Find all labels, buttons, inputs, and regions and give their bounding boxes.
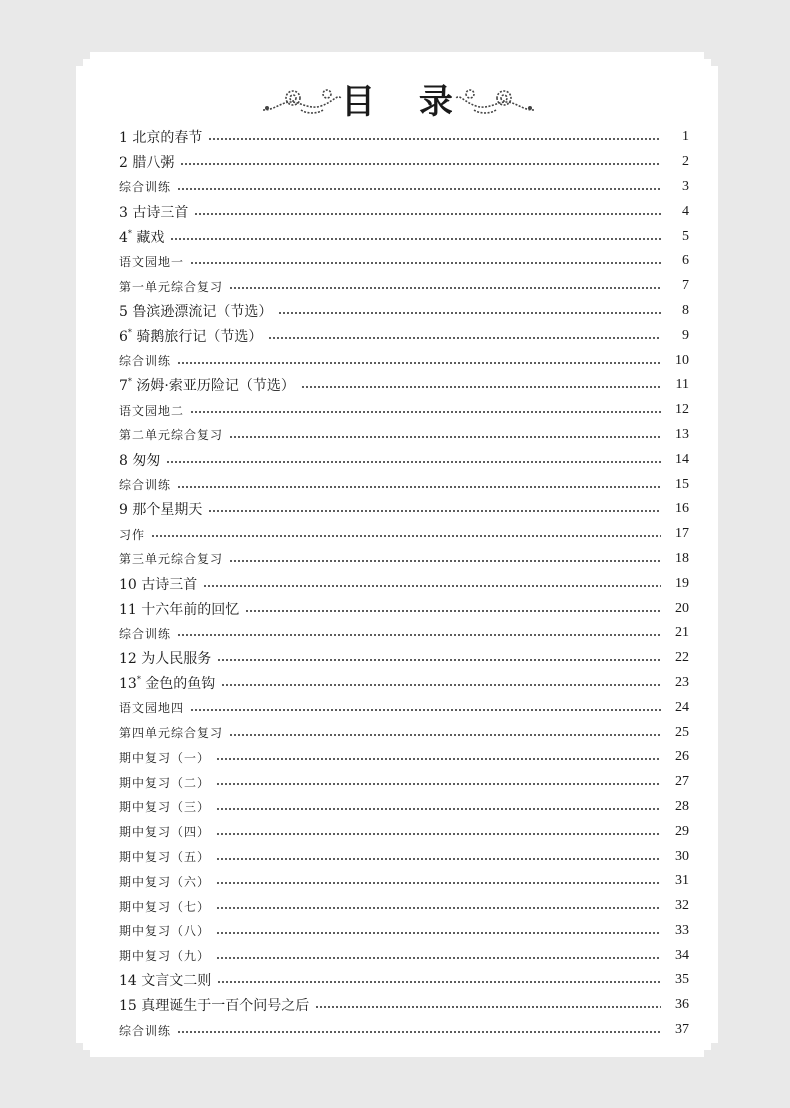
lesson-title: 第一单元综合复习 [119, 279, 224, 294]
lesson-number: 11 [119, 601, 137, 618]
toc-entry[interactable] [119, 795, 689, 820]
optional-star-icon: * [136, 674, 141, 684]
page-number: 12 [675, 402, 689, 418]
lesson-title: 综合训练 [119, 1023, 172, 1038]
page-number: 6 [682, 253, 689, 269]
lesson-title: 腊八粥 [132, 155, 175, 172]
lesson-title: 第二单元综合复习 [119, 428, 224, 443]
toc-entry[interactable] [119, 968, 689, 993]
dot-leader [216, 858, 661, 860]
toc-entry-label [119, 127, 202, 147]
toc-entry-label [119, 402, 184, 419]
dot-leader [177, 1031, 661, 1033]
dot-leader [166, 461, 661, 463]
toc-entry-label [119, 450, 160, 470]
dot-leader [170, 238, 661, 240]
toc-entry[interactable] [119, 373, 689, 398]
lesson-title: 期中复习（九） [119, 949, 211, 964]
toc-entry[interactable] [119, 720, 689, 745]
dot-leader [203, 585, 661, 587]
frame-corner [704, 1043, 718, 1057]
toc-entry[interactable] [119, 571, 689, 596]
toc-entry-label [119, 898, 210, 915]
toc-entry-label [119, 848, 210, 865]
toc-entry-label [119, 202, 188, 222]
toc-entry[interactable] [119, 274, 689, 299]
toc-entry[interactable] [119, 869, 689, 894]
dot-leader [190, 709, 661, 711]
page-number: 29 [675, 823, 689, 839]
toc-header [76, 74, 718, 130]
toc-entry[interactable] [119, 472, 689, 497]
toc-entry-label [119, 152, 174, 172]
frame-corner [76, 1043, 90, 1057]
toc-entry-label [119, 724, 223, 741]
dot-leader [151, 535, 661, 537]
lesson-title: 期中复习（三） [119, 800, 211, 815]
toc-entry[interactable] [119, 621, 689, 646]
toc-entry-label [119, 426, 223, 443]
page-number: 8 [682, 302, 689, 318]
lesson-number: 14 [119, 973, 137, 990]
page-number: 37 [675, 1022, 689, 1038]
toc-entry[interactable] [119, 1018, 689, 1043]
lesson-title: 期中复习（七） [119, 899, 211, 914]
dot-leader [229, 734, 661, 736]
page-sheet [76, 52, 718, 1057]
lesson-title: 习作 [119, 527, 146, 542]
page-number: 17 [675, 526, 689, 542]
toc-entry-label [119, 599, 239, 619]
toc-entry-label [119, 699, 184, 716]
page-number: 4 [682, 203, 689, 219]
lesson-title: 期中复习（二） [119, 775, 211, 790]
toc-entry[interactable] [119, 596, 689, 621]
page-number: 34 [675, 947, 689, 963]
dot-leader [301, 386, 661, 388]
lesson-number: 7 [119, 378, 128, 395]
lesson-title: 语文园地二 [119, 403, 185, 418]
toc-entry-label [119, 648, 211, 668]
toc-entry[interactable] [119, 646, 689, 671]
lesson-title: 语文园地四 [119, 701, 185, 716]
toc-entry-label [119, 823, 210, 840]
lesson-title: 为人民服务 [141, 651, 212, 668]
toc-entry-label [119, 253, 184, 270]
toc-entry[interactable] [119, 150, 689, 175]
toc-entry[interactable] [119, 745, 689, 770]
page-number: 11 [675, 377, 689, 393]
toc-entry-label [119, 922, 210, 939]
lesson-number: 12 [119, 651, 137, 668]
dot-leader [245, 610, 661, 612]
dot-leader [190, 262, 661, 264]
toc-entry[interactable] [119, 695, 689, 720]
dot-leader [216, 957, 661, 959]
dot-leader [216, 808, 661, 810]
lesson-title: 古诗三首 [141, 576, 198, 593]
toc-entry-label [119, 178, 171, 195]
lesson-number: 3 [119, 204, 128, 221]
dot-leader [216, 932, 661, 934]
page-number: 18 [675, 550, 689, 566]
toc-entry-label [119, 749, 210, 766]
toc-entry-label [119, 352, 171, 369]
toc-entry-label [119, 873, 210, 890]
dot-leader [177, 634, 661, 636]
lesson-title: 语文园地一 [119, 254, 185, 269]
lesson-title: 文言文二则 [141, 973, 212, 990]
lesson-title: 期中复习（五） [119, 850, 211, 864]
page-title: 目 录 [341, 82, 469, 122]
page-number: 15 [675, 476, 689, 492]
page-number: 32 [675, 898, 689, 914]
table-of-contents [119, 125, 689, 1042]
dot-leader [208, 138, 661, 140]
page-number: 36 [675, 997, 689, 1013]
lesson-number: 8 [119, 452, 128, 469]
dot-leader [229, 436, 661, 438]
toc-entry-label [119, 1022, 171, 1039]
dot-leader [216, 758, 661, 760]
page-number: 31 [675, 873, 689, 889]
toc-entry[interactable] [119, 175, 689, 200]
dot-leader [217, 981, 661, 983]
page-number: 25 [675, 724, 689, 740]
lesson-title: 骑鹅旅行记（节选） [136, 328, 263, 345]
toc-entry-label [119, 499, 202, 519]
lesson-title: 期中复习（四） [119, 825, 211, 840]
page-number: 14 [675, 451, 689, 467]
lesson-title: 第三单元综合复习 [119, 552, 224, 567]
toc-entry[interactable] [119, 299, 689, 324]
toc-entry[interactable] [119, 547, 689, 572]
page-number: 23 [675, 674, 689, 690]
page-number: 33 [675, 922, 689, 938]
page-number: 13 [675, 426, 689, 442]
lesson-title: 金色的鱼钩 [145, 675, 216, 692]
lesson-title: 综合训练 [119, 180, 172, 195]
lesson-title: 十六年前的回忆 [141, 601, 240, 618]
toc-entry-label [119, 970, 211, 990]
page-number: 28 [675, 798, 689, 814]
lesson-title: 综合训练 [119, 478, 172, 493]
page-number: 35 [675, 972, 689, 988]
lesson-title: 综合训练 [119, 626, 172, 641]
dot-leader [315, 1006, 661, 1008]
page-number: 20 [675, 600, 689, 616]
page-number: 10 [675, 352, 689, 368]
lesson-title: 古诗三首 [132, 204, 189, 221]
dot-leader [221, 684, 661, 686]
lesson-title: 北京的春节 [132, 130, 203, 147]
page-number: 26 [675, 749, 689, 765]
lesson-number: 4 [119, 229, 128, 246]
toc-entry-label [119, 774, 210, 791]
dot-leader [278, 312, 661, 314]
lesson-number: 6 [119, 328, 128, 345]
page-number: 30 [675, 848, 689, 864]
toc-entry[interactable] [119, 348, 689, 373]
toc-entry[interactable] [119, 770, 689, 795]
lesson-title: 藏戏 [136, 229, 165, 246]
page-number: 24 [675, 699, 689, 715]
dot-leader [180, 163, 661, 165]
lesson-title: 汤姆·索亚历险记（节选） [136, 378, 295, 395]
dot-leader [216, 882, 661, 884]
toc-entry-label [119, 798, 210, 815]
lesson-number: 13 [119, 675, 137, 692]
dot-leader [268, 337, 661, 339]
toc-entry-label [119, 550, 223, 567]
lesson-title: 那个星期天 [132, 502, 203, 519]
page-number: 16 [675, 501, 689, 517]
dot-leader [177, 486, 661, 488]
toc-entry[interactable] [119, 894, 689, 919]
toc-entry[interactable] [119, 943, 689, 968]
lesson-title: 鲁滨逊漂流记（节选） [132, 303, 273, 320]
dot-leader [208, 510, 661, 512]
toc-entry-label [119, 301, 272, 321]
dot-leader [216, 907, 661, 909]
dot-leader [229, 560, 661, 562]
toc-entry-label [119, 995, 309, 1015]
dot-leader [229, 287, 661, 289]
toc-entry-label [119, 278, 223, 295]
page-number: 2 [682, 154, 689, 170]
page-number: 22 [675, 650, 689, 666]
page-number: 19 [675, 575, 689, 591]
toc-entry[interactable] [119, 125, 689, 150]
toc-entry[interactable] [119, 993, 689, 1018]
lesson-number: 10 [119, 576, 137, 593]
lesson-title: 期中复习（一） [119, 750, 211, 765]
dot-leader [190, 411, 661, 413]
page-number: 9 [682, 327, 689, 343]
lesson-number: 1 [119, 130, 128, 147]
lesson-title: 第四单元综合复习 [119, 726, 224, 741]
lesson-number: 15 [119, 998, 137, 1015]
page-number: 1 [682, 129, 689, 145]
dot-leader [177, 362, 661, 364]
lesson-title: 综合训练 [119, 354, 172, 369]
lesson-title: 期中复习（六） [119, 874, 211, 889]
toc-entry[interactable] [119, 447, 689, 472]
lesson-title: 期中复习（八） [119, 924, 211, 939]
lesson-title: 真理诞生于一百个问号之后 [141, 998, 310, 1015]
toc-entry[interactable] [119, 671, 689, 696]
lesson-number: 2 [119, 155, 128, 172]
page-number: 5 [682, 228, 689, 244]
dot-leader [216, 783, 661, 785]
page-number: 7 [682, 278, 689, 294]
optional-star-icon: * [127, 327, 132, 337]
frame-corner [704, 52, 718, 66]
lesson-title: 匆匆 [132, 452, 161, 469]
toc-entry-label [119, 625, 171, 642]
page-number: 27 [675, 774, 689, 790]
toc-entry[interactable] [119, 398, 689, 423]
toc-entry-label [119, 326, 262, 346]
toc-entry-label [119, 476, 171, 493]
frame-corner [76, 52, 90, 66]
toc-entry-label [119, 375, 295, 395]
toc-entry[interactable] [119, 224, 689, 249]
toc-entry[interactable] [119, 919, 689, 944]
toc-entry[interactable] [119, 249, 689, 274]
toc-entry-label [119, 227, 164, 247]
dot-leader [217, 659, 661, 661]
toc-entry[interactable] [119, 497, 689, 522]
toc-entry-label [119, 947, 210, 964]
lesson-number: 9 [119, 502, 128, 519]
toc-entry[interactable] [119, 199, 689, 224]
toc-entry[interactable] [119, 844, 689, 869]
toc-entry-label [119, 574, 197, 594]
page-number: 3 [682, 178, 689, 194]
dot-leader [194, 213, 661, 215]
dot-leader [216, 833, 661, 835]
toc-entry[interactable] [119, 522, 689, 547]
toc-entry[interactable] [119, 323, 689, 348]
page-number: 21 [675, 625, 689, 641]
dot-leader [177, 188, 661, 190]
lesson-number: 5 [119, 303, 128, 320]
optional-star-icon: * [127, 377, 132, 387]
optional-star-icon: * [127, 228, 132, 238]
toc-entry[interactable] [119, 819, 689, 844]
toc-entry-label [119, 526, 145, 543]
toc-entry[interactable] [119, 423, 689, 448]
right-ornament-icon [454, 84, 536, 120]
toc-entry-label [119, 673, 215, 693]
